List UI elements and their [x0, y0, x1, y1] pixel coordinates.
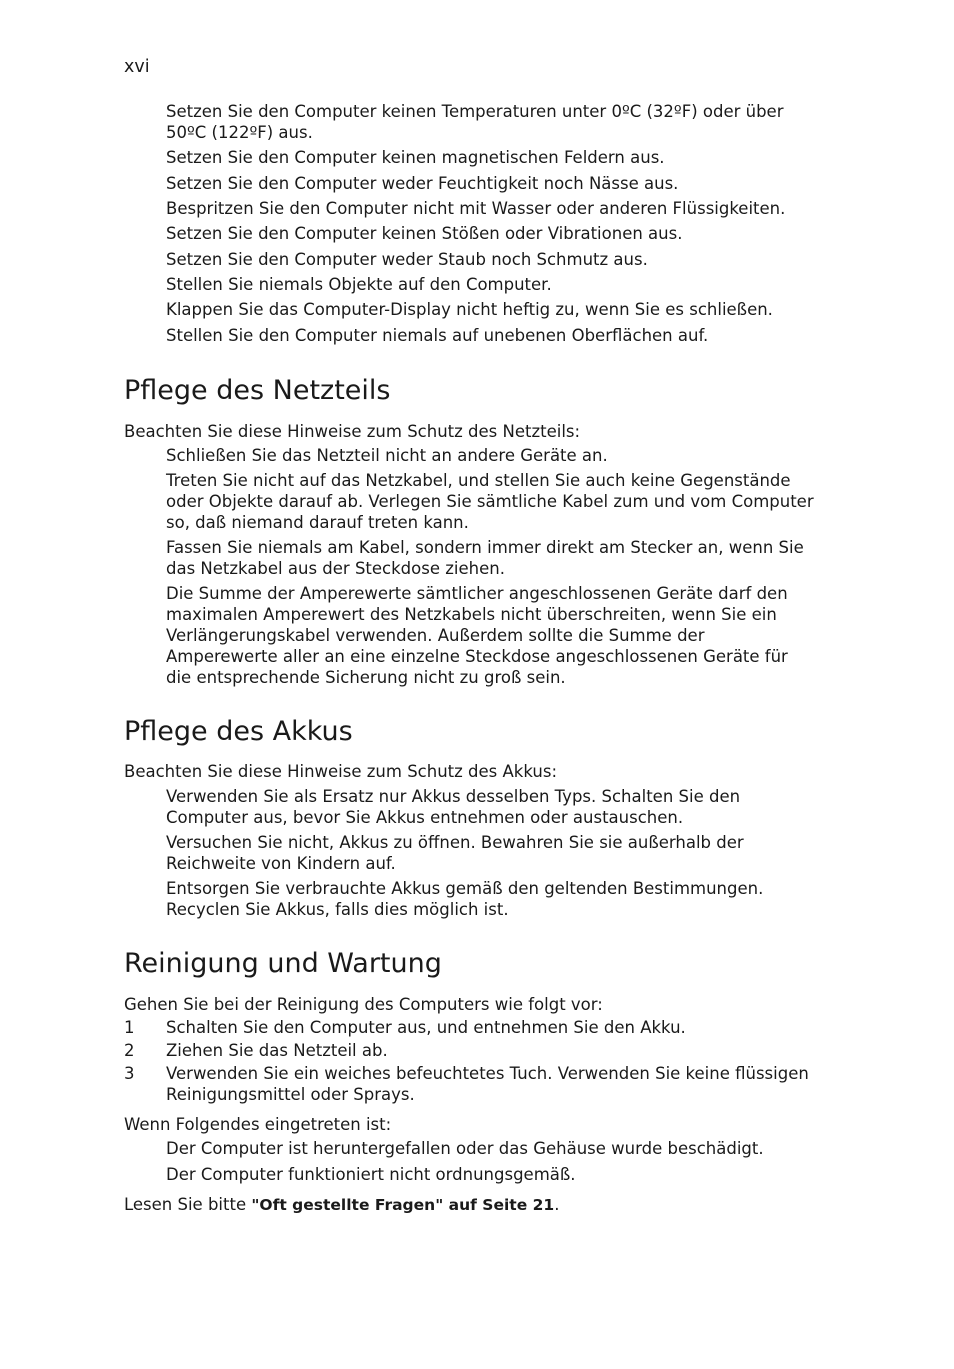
akku-item: Verwenden Sie als Ersatz nur Akkus desselben Typs. Schalten Sie den Computer aus, bevor Sie Akkus entnehmen oder austauschen.	[166, 787, 741, 827]
general-item: Setzen Sie den Computer weder Feuchtigkeit noch Nässe aus.	[166, 174, 679, 193]
faq-link[interactable]: "Oft gestellte Fragen" auf Seite 21	[251, 1196, 555, 1214]
reinigung-intro: Gehen Sie bei der Reinigung des Computers wie folgt vor:	[124, 995, 603, 1014]
section-heading-reinigung: Reinigung und Wartung	[124, 948, 442, 979]
general-item: Setzen Sie den Computer keinen Temperaturen unter 0ºC (32ºF) oder über 50ºC (122ºF) aus.	[166, 102, 784, 142]
general-item: Bespritzen Sie den Computer nicht mit Wasser oder anderen Flüssigkeiten.	[166, 199, 786, 218]
step-number: 1	[124, 1018, 135, 1037]
condition-item: Der Computer ist heruntergefallen oder das Gehäuse wurde beschädigt.	[166, 1139, 764, 1158]
general-item: Setzen Sie den Computer keinen magnetischen Feldern aus.	[166, 148, 665, 167]
netzteil-item: Treten Sie nicht auf das Netzkabel, und stellen Sie auch keine Gegenstände oder Objekte darauf ab. Verlegen Sie sämtliche Kabel zum und vom Computer so, daß niemand darauf treten kann.	[166, 471, 814, 532]
netzteil-item: Fassen Sie niemals am Kabel, sondern immer direkt am Stecker an, wenn Sie das Netzkabel aus der Steckdose ziehen.	[166, 538, 804, 578]
general-item: Setzen Sie den Computer keinen Stößen oder Vibrationen aus.	[166, 224, 683, 243]
akku-item: Versuchen Sie nicht, Akkus zu öffnen. Bewahren Sie sie außerhalb der Reichweite von Kindern auf.	[166, 833, 744, 873]
step-number: 3	[124, 1064, 135, 1083]
condition-item: Der Computer funktioniert nicht ordnungsgemäß.	[166, 1165, 576, 1184]
general-item: Stellen Sie niemals Objekte auf den Computer.	[166, 275, 552, 294]
netzteil-item: Die Summe der Amperewerte sämtlicher angeschlossenen Geräte darf den maximalen Amperewert des Netzkabels nicht überschreiten, wenn Sie ein Verlängerungskabel verwenden. Außerdem sollte die Summe der Amperewerte aller an eine einzelne Steckdose angeschlossenen Geräte für die entsprechende Sicherung nicht zu groß sein.	[166, 584, 788, 687]
page-number: xvi	[124, 57, 150, 77]
netzteil-intro: Beachten Sie diese Hinweise zum Schutz des Netzteils:	[124, 422, 581, 441]
read-prefix: Lesen Sie bitte	[124, 1195, 252, 1214]
akku-item: Entsorgen Sie verbrauchte Akkus gemäß den geltenden Bestimmungen. Recyclen Sie Akkus, falls dies möglich ist.	[166, 879, 764, 919]
step-text: Verwenden Sie ein weiches befeuchtetes Tuch. Verwenden Sie keine flüssigen Reinigungsmittel oder Sprays.	[166, 1064, 809, 1104]
read-faq-line	[124, 1194, 824, 1216]
general-item: Stellen Sie den Computer niemals auf unebenen Oberflächen auf.	[166, 326, 709, 345]
section-heading-netzteil: Pflege des Netzteils	[124, 375, 391, 406]
section-heading-akku: Pflege des Akkus	[124, 716, 353, 747]
general-item: Klappen Sie das Computer-Display nicht heftig zu, wenn Sie es schließen.	[166, 300, 773, 319]
netzteil-item: Schließen Sie das Netzteil nicht an andere Geräte an.	[166, 446, 608, 465]
condition-intro: Wenn Folgendes eingetreten ist:	[124, 1115, 392, 1134]
step-number: 2	[124, 1041, 135, 1060]
akku-intro: Beachten Sie diese Hinweise zum Schutz des Akkus:	[124, 762, 558, 781]
read-suffix: .	[554, 1195, 560, 1214]
step-text: Ziehen Sie das Netzteil ab.	[166, 1041, 388, 1060]
general-item: Setzen Sie den Computer weder Staub noch Schmutz aus.	[166, 250, 648, 269]
step-text: Schalten Sie den Computer aus, und entnehmen Sie den Akku.	[166, 1018, 686, 1037]
